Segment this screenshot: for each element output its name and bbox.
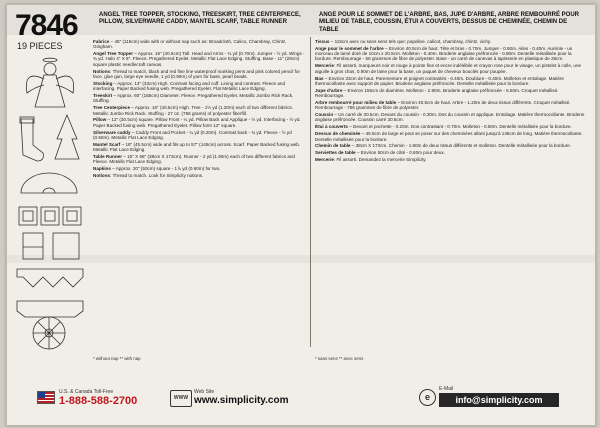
line-drawings: [13, 55, 87, 355]
section-mantel-en: Mantel Scarf – 18" (45.5cm) wide and fits up to 57" (145cm) across. Scarf. Paper Backed fusing web. Metallic Flat Lace Edging.: [93, 141, 301, 153]
phone-number[interactable]: 1-888-588-2700: [59, 395, 138, 407]
section-arbre-fr: Arbre rembourré pour milieu de table – Environ 40.5cm de haut. Arbre - 1.20m de deux tissus différents. Croquet métallisé. Rembourrage - 756 grammes de fibre de polyester.: [315, 99, 571, 111]
section-mercerie-fr: Mercerie: Fil assorti, marqueurs noir et rouge à pointe fine et encre indélébile et crayon rose pour le visage, un pistolet à colle, une aiguille à gros chas, 0.90m de laine pour la base, un paquet de cheveux bouclés pour poupée.: [315, 63, 582, 74]
section-tissus-fr: Tissus – 115cm avec ou sans sens tels que: popeline, calicot, chambray, chintz, vichy.: [315, 39, 492, 44]
pattern-envelope-back: [6, 4, 596, 426]
section-angel-en: Angel Tree Topper – Approx. 16" (40.5cm) Tall. Head and Arms - ¾ yd (0.70m). Jumper - ½ yd. Wings - ¾ yd. Halo 4" X 8". Fleece. Pregathered Eyelet. Metallic Flat Lace Edging. Stuffing. Base - 11" (28cm) square plastic needlecraft canvas.: [93, 51, 305, 67]
us-flag-icon: [37, 391, 55, 404]
pattern-number: 7846: [15, 9, 78, 42]
french-instructions: [315, 39, 585, 164]
section-ange-fr: Ange pour le sommet de l'arbre – Environ 40.5cm de haut. Tête et bras - 0.70m. Jumper - 0.50m. Ailes - 0.40m. Auréole - un morceau de lamé doré de 10cm x 20.5cm. Molleton - 0.40m. Broderie anglaise préfroncée - 0.80m. Dentelle métallisée pour la bordure. Rembourrage - 56 grammes de fibre de polyester. Base - un carré de canevas à tapisserie en plastique de 28cm.: [315, 45, 573, 62]
section-serviettes-fr: Serviettes de table – Environ 50cm de côté - 0.60m pour deux.: [315, 150, 445, 156]
angel-sketch-icon: [44, 63, 56, 75]
section-mercerie2-fr: Mercerie: Fil assorti. Demandez la mercerie Simplicity.: [315, 157, 427, 163]
section-centerpiece-en: Tree Centerpiece – Approx. 16" (40.5cm) High. Tree - 1½ yd (1.20m) each of two different fabrics. Metallic Jumbo Rick Rack. Stuffing - 27 oz. (756 grams) of polyester fiberfill.: [93, 105, 293, 116]
caddy-sketch-icon: [23, 233, 43, 259]
section-napkins-en: Napkins – Approx. 20" (50cm) square - 1⅞ yd (0.60m) for two.: [93, 166, 221, 172]
section-pillow-en: Pillow – 12" (30.5cm) square. Pillow Front - ¼ yd. Pillow Back and Applique - ½ yd. Interfacing - ½ yd. Paper Backed fusing web. Pregathered Eyelet. Pillow form 12" square.: [93, 117, 301, 128]
email-link[interactable]: info@simplicity.com: [439, 393, 559, 407]
section-notions-en: Notions: Thread to match, black and red fine line waterproof marking pens and pink colored pencil for face, glue gun, large eye needle, 1 yd (0.90m) of yarn for base, pearl beads.: [93, 68, 301, 79]
contact-footer: [7, 381, 595, 425]
piece-count: 19 PIECES: [17, 41, 63, 51]
english-instructions: [93, 39, 305, 180]
title-english: ANGEL TREE TOPPER, STOCKING, TREESKIRT, TREE CENTERPIECE, PILLOW, SILVERWARE CADDY, MANTEL SCARF, TABLE RUNNER: [99, 12, 301, 26]
pillow-sketch-icon: [19, 207, 37, 225]
stocking-sketch-icon: [21, 119, 43, 161]
footnote-english: * without nap ** with nap: [93, 356, 141, 361]
email-icon: e: [419, 389, 436, 406]
website-link[interactable]: www.simplicity.com: [194, 395, 289, 406]
section-jupe-fr: Jupe d'arbre – Environ 155cm de diamètre. Molleton - 2.90m. Broderie anglaise préfroncée - 5.50m. Croquet métallisé. Rembourrage.: [315, 87, 559, 99]
section-caddy-en: Silverware caddy – Caddy Front and Pocket - ¼ yd (0.20m). Contrast back - ¾ yd. Fleece - ½ yd (0.50m). Metallic Flat Lace Edging.: [93, 129, 292, 140]
technical-sketches: [13, 55, 87, 355]
crease: [6, 255, 596, 263]
mantel-scarf-sketch-icon: [17, 269, 83, 287]
table-runner-sketch-icon: [17, 301, 83, 317]
section-chemin-fr: Chemin de table – 38cm X 173cm. Chemin - 1.90m de deux tissus différents et molleton. Dentelle métallisée pour la bordure.: [315, 143, 572, 149]
footnote-french: * sans sens ** avec sens: [315, 356, 364, 361]
title-french: ANGE POUR LE SOMMET DE L'ARBRE, BAS, JUPE D'ARBRE, ARBRE REMBOURRÉ POUR MILIEU DE TABLE, COUSSIN, ÉTUI A COUVERTS, DESSUS DE CHEMINÉE, CHEMIN DE TABLE: [319, 12, 579, 33]
website-icon: WWW: [170, 390, 192, 407]
section-treeskirt-en: Treeskirt – Approx. 60" (155cm) Diameter. Fleece. Pregathered Eyelet. Metallic Jumbo Rick Rack. Stuffing.: [93, 93, 294, 104]
tree-sketch-icon: [55, 115, 79, 159]
section-etui-fr: Étui à couverts – Devant et pochette - 0.20m. Dos contrastant - 0.70m. Molleton - 0.50m. Dentelle métallisée pour la bordure.: [315, 124, 572, 130]
section-fabrics-en: Fabrics – 45" (115cm) wide with or without nap such as: Broadcloth, Calico, Chambray, Chintz, Gingham.: [93, 39, 287, 50]
section-coussin-fr: Coussin – Un carré de 30.5cm. Devant du coussin - 0.30m. Dos du coussin et applique. Entoilage. Matière thermocollante. Broderie anglaise préfroncée. Coussin carré 30.5cm.: [315, 112, 585, 123]
section-cheminee-fr: Dessus de cheminée – 45.5cm de large et peut se poser sur des cheminées allant jusqu'à 145cm de long. Matière thermocollante. Dentelle métallisée pour la bordure.: [315, 131, 583, 142]
section-stocking-en: Stocking – Approx. 13" (33cm) High. Contrast facing and cuff. Lining and contrast. Fleece and interfacing. Paper Backed fusing web. Pregathered Eyelet. Flat Metallic Lace Edging.: [93, 80, 286, 92]
section-runner-en: Table Runner – 15" X 68" (38cm X 173cm). Runner - 2 yd (1.90m) each of two different fabrics and Fleece. Metallic Flat Lace Edging.: [93, 153, 295, 165]
email-label: E-Mail: [439, 386, 454, 392]
treeskirt-sketch-icon: [21, 173, 77, 193]
column-divider: [310, 37, 311, 347]
section-notions2-en: Notions: Thread to match. Look for Simplicity notions.: [93, 173, 204, 179]
website-label: Web Site: [194, 389, 215, 395]
tollfree-label: U.S. & Canada Toll-Free: [59, 389, 114, 395]
section-bas-fr: Bas – Environ 33cm de haut. Parementure et poignet contrastés - 0.40m. Doublure - 0.40m. Molleton et entoilage. Matière thermocollante avec support de papier. Broderie anglaise préfroncée. Dentelle métallisée pour la bordure.: [315, 75, 564, 86]
